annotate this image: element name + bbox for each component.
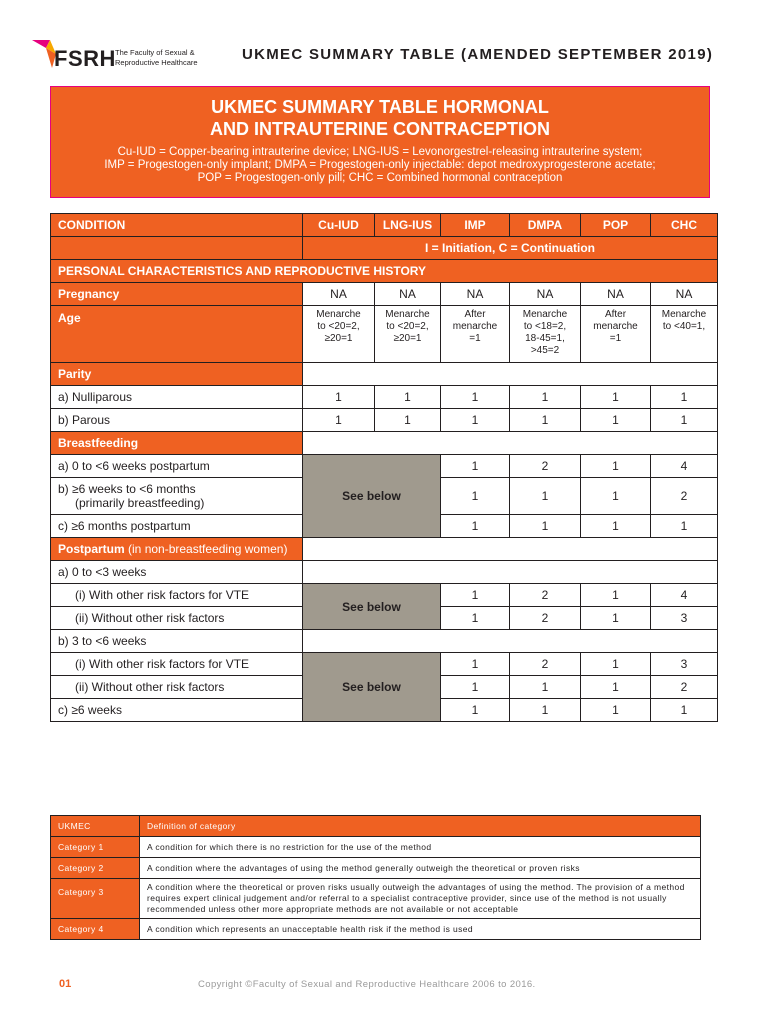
cell-value: 1 [581, 584, 651, 607]
condition-label: c) ≥6 months postpartum [51, 515, 303, 538]
cell-value: 1 [303, 386, 375, 409]
see-below-cell: See below [303, 653, 441, 722]
cell-value: 1 [651, 699, 718, 722]
cell-value: 1 [651, 515, 718, 538]
cell-value: 1 [581, 409, 651, 432]
method-header-chc: CHC [651, 214, 718, 237]
cell-value: 1 [441, 409, 510, 432]
table-row [51, 283, 718, 306]
cell-value: 1 [441, 478, 510, 515]
page-header [32, 38, 732, 78]
cell-value: 1 [581, 386, 651, 409]
fsrh-logo [32, 38, 232, 78]
cell-value: 2 [510, 653, 581, 676]
table-row [51, 306, 718, 363]
copyright-notice: Copyright ©Faculty of Sexual and Reproductive Healthcare 2006 to 2016. [198, 979, 536, 990]
table-row [51, 538, 718, 561]
legend-col-definition: Definition of category [140, 816, 701, 837]
table-row [51, 630, 718, 653]
condition-label: a) 0 to <3 weeks [51, 561, 303, 584]
cell-value: 1 [581, 699, 651, 722]
method-header-lng-ius: LNG-IUS [375, 214, 441, 237]
cell-value: 4 [651, 455, 718, 478]
cell-value: NA [651, 283, 718, 306]
cell-value: 1 [581, 478, 651, 515]
category-label: Category 1 [51, 837, 140, 858]
table-header-row [51, 214, 718, 237]
ukmec-category-definitions [50, 815, 701, 940]
cell-value: NA [441, 283, 510, 306]
cell-value: 1 [581, 455, 651, 478]
table-row [51, 653, 718, 676]
cell-value: 1 [303, 409, 375, 432]
cell-value: After menarche =1 [441, 306, 510, 363]
cell-value: Menarche to <20=2, ≥20=1 [303, 306, 375, 363]
cell-value: 1 [581, 676, 651, 699]
cell-value: 3 [651, 653, 718, 676]
legend-row [51, 879, 701, 919]
cell-value: 2 [651, 676, 718, 699]
condition-label: a) Nulliparous [51, 386, 303, 409]
cell-value: Menarche to <20=2, ≥20=1 [375, 306, 441, 363]
title-banner [50, 86, 710, 198]
cell-value: 1 [510, 409, 581, 432]
see-below-cell: See below [303, 455, 441, 538]
cell-value: 2 [510, 455, 581, 478]
legend-header-row [51, 816, 701, 837]
table-row [51, 561, 718, 584]
condition-label: Pregnancy [51, 283, 303, 306]
cell-value: 1 [441, 699, 510, 722]
cell-value: 1 [375, 386, 441, 409]
table-row [51, 386, 718, 409]
condition-label: a) 0 to <6 weeks postpartum [51, 455, 303, 478]
cell-value: 1 [375, 409, 441, 432]
cell-value: 1 [581, 653, 651, 676]
condition-label: Age [51, 306, 303, 363]
cell-value: NA [510, 283, 581, 306]
condition-label: (ii) Without other risk factors [51, 676, 303, 699]
initiation-continuation-note: I = Initiation, C = Continuation [303, 237, 718, 260]
cell-value: 1 [441, 653, 510, 676]
cell-value: NA [375, 283, 441, 306]
cell-value: 1 [581, 607, 651, 630]
cell-value: 1 [510, 386, 581, 409]
cell-value: 1 [441, 455, 510, 478]
table-row [51, 432, 718, 455]
legend-row [51, 858, 701, 879]
method-header-pop: POP [581, 214, 651, 237]
cell-value: After menarche =1 [581, 306, 651, 363]
cell-value: NA [303, 283, 375, 306]
cell-value: 4 [651, 584, 718, 607]
logo-subtitle: The Faculty of Sexual & Reproductive Healthcare [115, 48, 198, 67]
cell-value: 2 [510, 607, 581, 630]
cell-value: 2 [651, 478, 718, 515]
condition-label: (i) With other risk factors for VTE [51, 653, 303, 676]
category-label: Category 3 [51, 879, 140, 919]
condition-label: Parity [51, 363, 303, 386]
cell-value: 2 [510, 584, 581, 607]
table-row [51, 584, 718, 607]
cell-value: 3 [651, 607, 718, 630]
initiation-legend-row [51, 237, 718, 260]
cell-value: 1 [441, 607, 510, 630]
cell-value: 1 [441, 676, 510, 699]
cell-value: Menarche to <18=2, 18-45=1, >45=2 [510, 306, 581, 363]
condition-label: (ii) Without other risk factors [51, 607, 303, 630]
cell-value: 1 [510, 676, 581, 699]
condition-header: CONDITION [51, 214, 303, 237]
cell-value: 1 [510, 699, 581, 722]
cell-value: 1 [441, 584, 510, 607]
table-row [51, 455, 718, 478]
document-title: UKMEC SUMMARY TABLE (AMENDED SEPTEMBER 2019) [242, 46, 714, 63]
section-row [51, 260, 718, 283]
page-number: 01 [59, 978, 72, 990]
category-definition: A condition which represents an unacceptable health risk if the method is used [140, 919, 701, 940]
category-definition: A condition where the advantages of using the method generally outweigh the theoretical or proven risks [140, 858, 701, 879]
cell-value: NA [581, 283, 651, 306]
condition-label: c) ≥6 weeks [51, 699, 303, 722]
cell-value: Menarche to <40=1, [651, 306, 718, 363]
cell-value: 1 [651, 409, 718, 432]
ukmec-summary-table [50, 213, 718, 722]
category-label: Category 4 [51, 919, 140, 940]
abbreviations: Cu-IUD = Copper-bearing intrauterine device; LNG-IUS = Levonorgestrel-releasing intrauterine system; IMP = Progestogen-only implant; DMPA = Progestogen-only injectable: depot medroxyprogesterone acetate; POP = Progestogen-only pill; CHC = Combined hormonal contraception [104, 146, 656, 184]
table-row [51, 409, 718, 432]
banner-title: UKMEC SUMMARY TABLE HORMONAL AND INTRAUTERINE CONTRACEPTION [210, 97, 550, 139]
method-header-imp: IMP [441, 214, 510, 237]
cell-value: 1 [510, 515, 581, 538]
condition-label: Postpartum (in non-breastfeeding women) [51, 538, 303, 561]
category-definition: A condition for which there is no restriction for the use of the method [140, 837, 701, 858]
cell-value: 1 [441, 386, 510, 409]
condition-label: b) 3 to <6 weeks [51, 630, 303, 653]
see-below-cell: See below [303, 584, 441, 630]
method-header-cu-iud: Cu-IUD [303, 214, 375, 237]
cell-value: 1 [651, 386, 718, 409]
condition-label: (i) With other risk factors for VTE [51, 584, 303, 607]
method-header-dmpa: DMPA [510, 214, 581, 237]
legend-row [51, 837, 701, 858]
table-row [51, 363, 718, 386]
cell-value: 1 [441, 515, 510, 538]
condition-label: b) ≥6 weeks to <6 months (primarily breastfeeding) [51, 478, 303, 515]
section-personal-characteristics: PERSONAL CHARACTERISTICS AND REPRODUCTIVE HISTORY [51, 260, 718, 283]
condition-label: Breastfeeding [51, 432, 303, 455]
cell-value: 1 [581, 515, 651, 538]
legend-col-ukmec: UKMEC [51, 816, 140, 837]
cell-value: 1 [510, 478, 581, 515]
legend-row [51, 919, 701, 940]
category-label: Category 2 [51, 858, 140, 879]
logo-wordmark: FSRH [54, 46, 116, 71]
condition-label: b) Parous [51, 409, 303, 432]
category-definition: A condition where the theoretical or proven risks usually outweigh the advantages of using the method. The provision of a method requires expert clinical judgement and/or referral to a specialist contraceptive provider, since use of the method is not usually recommended unless other more appropriate methods are not available or not acceptable [140, 879, 701, 919]
